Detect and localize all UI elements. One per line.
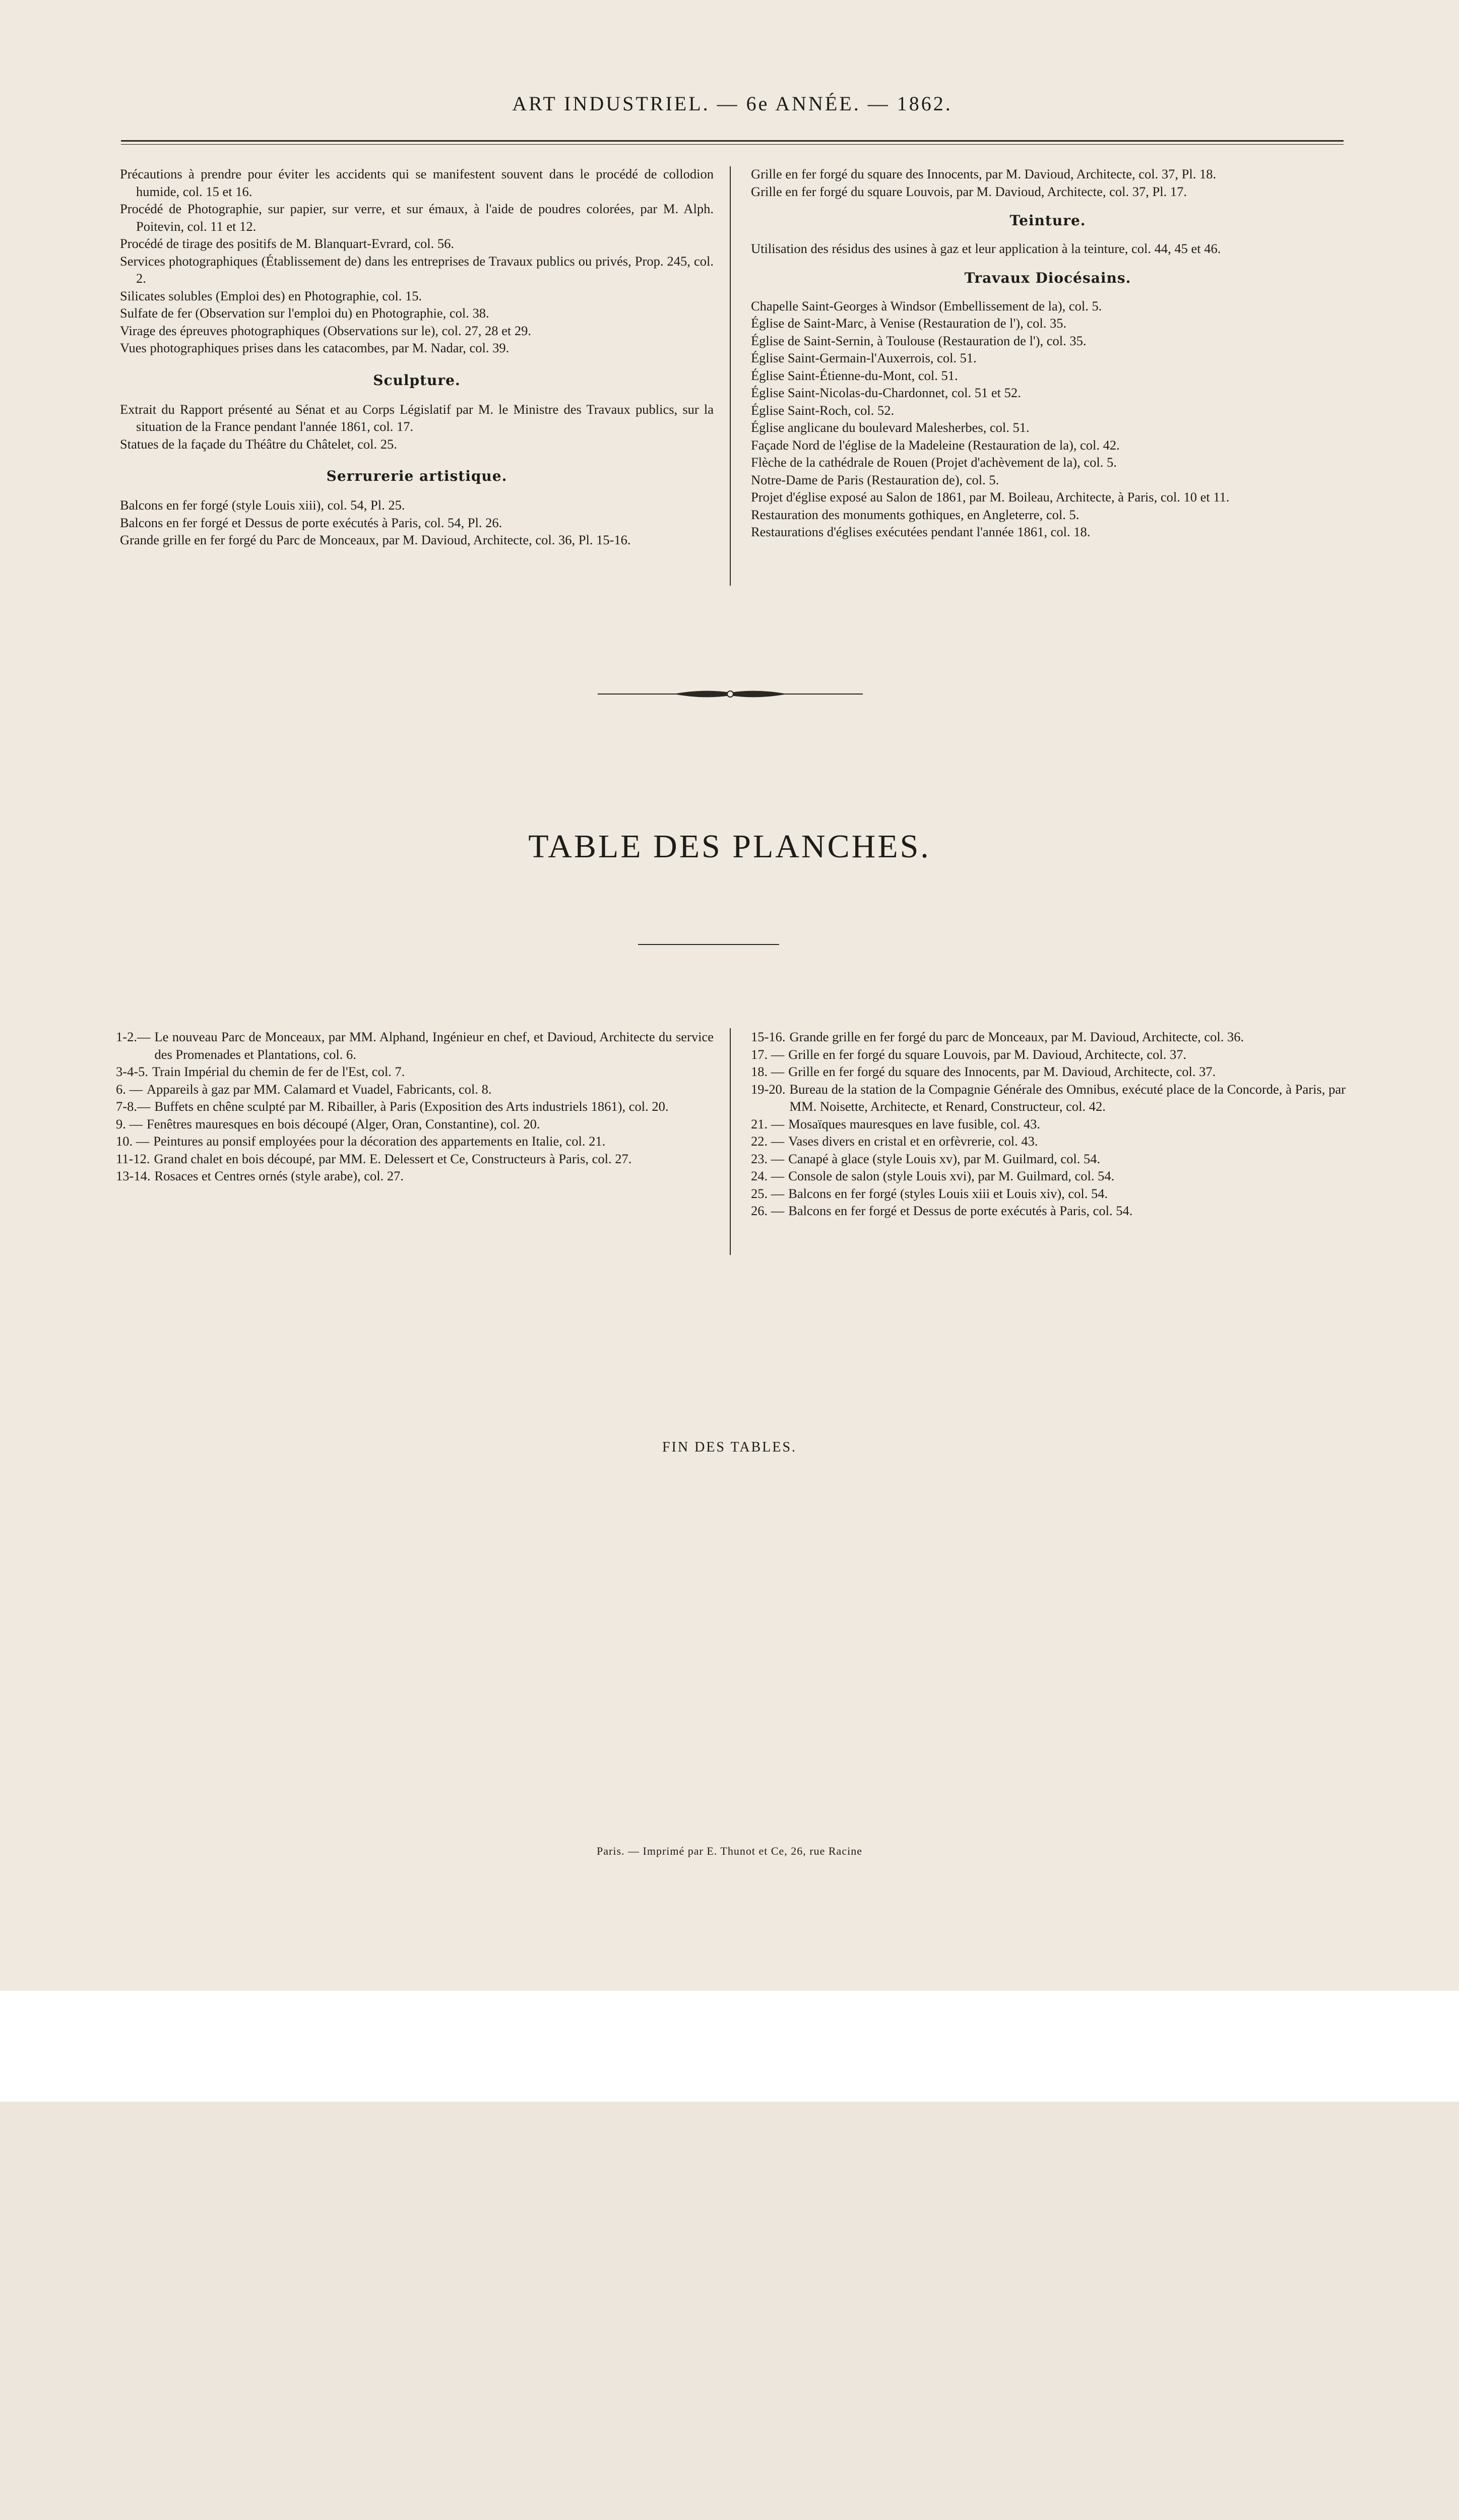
planche-entry bbox=[751, 1063, 1346, 1081]
planche-number: 15-16. bbox=[751, 1029, 786, 1044]
planche-description: Appareils à gaz par MM. Calamard et Vuadel, Fabricants, col. 8. bbox=[147, 1081, 492, 1097]
index-entry: Sulfate de fer (Observation sur l'emploi du) en Photographie, col. 38. bbox=[120, 305, 489, 321]
index-entry: Balcons en fer forgé et Dessus de porte exécutés à Paris, col. 54, Pl. 26. bbox=[120, 515, 502, 530]
index-entry: Vues photographiques prises dans les catacombes, par M. Nadar, col. 39. bbox=[120, 340, 510, 355]
planche-description: Peintures au ponsif employées pour la décoration des appartements en Italie, col. 21. bbox=[153, 1133, 606, 1149]
planche-description: Train Impérial du chemin de fer de l'Est, col. 7. bbox=[152, 1064, 405, 1079]
planche-entry bbox=[116, 1150, 714, 1168]
planche-number: 19-20. bbox=[751, 1081, 786, 1097]
planche-entry bbox=[751, 1132, 1346, 1150]
index-entry: Chapelle Saint-Georges à Windsor (Embellissement de la), col. 5. bbox=[751, 298, 1102, 313]
planche-description: Bureau de la station de la Compagnie Générale des Omnibus, exécuté place de la Concorde, à Paris, par MM. Noisette, Architecte, et Renard, Constructeur, col. 42. bbox=[789, 1081, 1346, 1114]
index-entry: Église Saint-Nicolas-du-Chardonnet, col. 51 et 52. bbox=[751, 385, 1021, 400]
index-column-right bbox=[751, 165, 1345, 541]
index-entry: Balcons en fer forgé (style Louis xiii), col. 54, Pl. 25. bbox=[120, 497, 405, 513]
header-rule-thin bbox=[121, 144, 1344, 145]
planche-description: Balcons en fer forgé (styles Louis xiii et Louis xiv), col. 54. bbox=[788, 1185, 1108, 1201]
index-entry: Église Saint-Roch, col. 52. bbox=[751, 402, 895, 418]
index-entry: Grille en fer forgé du square des Innocents, par M. Davioud, Architecte, col. 37, Pl. 18. bbox=[751, 166, 1217, 181]
section-heading: Teinture. bbox=[1009, 212, 1086, 229]
section-heading: Travaux Diocésains. bbox=[964, 269, 1131, 286]
planche-number: 1-2.— bbox=[116, 1029, 151, 1044]
planche-number: 3-4-5. bbox=[116, 1064, 149, 1079]
planche-entry bbox=[116, 1081, 714, 1098]
planche-entry bbox=[116, 1098, 714, 1115]
planche-number: 7-8.— bbox=[116, 1099, 151, 1114]
planche-description: Grand chalet en bois découpé, par MM. E. Delessert et Ce, Constructeurs à Paris, col. 27. bbox=[154, 1151, 632, 1166]
printer-imprint: Paris. — Imprimé par E. Thunot et Ce, 26, rue Racine bbox=[597, 1845, 862, 1857]
planche-entry bbox=[116, 1028, 714, 1063]
index-entry: Église de Saint-Marc, à Venise (Restauration de l'), col. 35. bbox=[751, 316, 1067, 331]
planche-description: Console de salon (style Louis xvi), par M. Guilmard, col. 54. bbox=[788, 1168, 1115, 1183]
index-entry: Précautions à prendre pour éviter les accidents qui se manifestent souvent dans le procédé de collodion humide, col. 15 et 16. bbox=[120, 166, 714, 199]
planche-description: Vases divers en cristal et en orfèvrerie, col. 43. bbox=[788, 1133, 1038, 1149]
planche-number: 9. — bbox=[116, 1116, 143, 1131]
planche-entry bbox=[116, 1115, 714, 1133]
index-entry: Grille en fer forgé du square Louvois, par M. Davioud, Architecte, col. 37, Pl. 17. bbox=[751, 183, 1187, 199]
ornamental-divider bbox=[598, 686, 863, 702]
planche-entry bbox=[751, 1028, 1346, 1046]
planche-description: Buffets en chêne sculpté par M. Ribailler, à Paris (Exposition des Arts industriels 1861), col. 20. bbox=[154, 1099, 669, 1114]
planche-entry bbox=[751, 1185, 1346, 1203]
planches-title: TABLE DES PLANCHES. bbox=[528, 828, 931, 865]
index-entry: Procédé de Photographie, sur papier, sur verre, et sur émaux, à l'aide de poudres colorées, par M. Alph. Poitevin, col. 11 et 12. bbox=[120, 201, 714, 234]
planches-list-right bbox=[751, 1028, 1346, 1220]
planche-entry bbox=[116, 1063, 714, 1081]
planche-description: Grille en fer forgé du square Louvois, par M. Davioud, Architecte, col. 37. bbox=[788, 1046, 1187, 1062]
planche-description: Rosaces et Centres ornés (style arabe), col. 27. bbox=[154, 1168, 404, 1183]
planche-entry bbox=[751, 1150, 1346, 1168]
running-header: ART INDUSTRIEL. — 6e ANNÉE. — 1862. bbox=[512, 92, 953, 115]
section-heading: Serrurerie artistique. bbox=[326, 468, 508, 484]
index-entry: Services photographiques (Établissement de) dans les entreprises de Travaux publics ou privés, Prop. 245, col. 2. bbox=[120, 253, 714, 286]
planche-description: Grande grille en fer forgé du parc de Monceaux, par M. Davioud, Architecte, col. 36. bbox=[789, 1029, 1244, 1044]
index-entry: Grande grille en fer forgé du Parc de Monceaux, par M. Davioud, Architecte, col. 36, Pl. 15-16. bbox=[120, 532, 631, 547]
planche-description: Fenêtres mauresques en bois découpé (Alger, Oran, Constantine), col. 20. bbox=[147, 1116, 540, 1131]
planche-entry bbox=[116, 1167, 714, 1185]
planche-number: 23. — bbox=[751, 1151, 785, 1166]
planche-number: 25. — bbox=[751, 1185, 785, 1201]
index-column-left bbox=[120, 165, 714, 549]
index-entry: Église de Saint-Sernin, à Toulouse (Restauration de l'), col. 35. bbox=[751, 333, 1087, 348]
planche-entry bbox=[751, 1081, 1346, 1115]
index-entry: Notre-Dame de Paris (Restauration de), col. 5. bbox=[751, 472, 999, 487]
index-entry: Silicates solubles (Emploi des) en Photographie, col. 15. bbox=[120, 288, 422, 303]
planche-description: Mosaïques mauresques en lave fusible, col. 43. bbox=[788, 1116, 1040, 1131]
planche-number: 13-14. bbox=[116, 1168, 151, 1183]
index-entry: Restauration des monuments gothiques, en Angleterre, col. 5. bbox=[751, 507, 1080, 522]
index-entry: Extrait du Rapport présenté au Sénat et au Corps Législatif par M. le Ministre des Travaux publics, sur la situation de la France pendant l'année 1861, col. 17. bbox=[120, 401, 714, 434]
planche-entry bbox=[116, 1132, 714, 1150]
planches-column-divider bbox=[730, 1028, 731, 1255]
planche-description: Canapé à glace (style Louis xv), par M. Guilmard, col. 54. bbox=[788, 1151, 1101, 1166]
planche-entry bbox=[751, 1115, 1346, 1133]
index-entry: Restaurations d'églises exécutées pendant l'année 1861, col. 18. bbox=[751, 524, 1091, 539]
index-entry: Église Saint-Étienne-du-Mont, col. 51. bbox=[751, 367, 958, 383]
index-entry: Flèche de la cathédrale de Rouen (Projet d'achèvement de la), col. 5. bbox=[751, 455, 1117, 470]
index-entry: Façade Nord de l'église de la Madeleine (Restauration de la), col. 42. bbox=[751, 437, 1120, 453]
planche-number: 22. — bbox=[751, 1133, 785, 1149]
planche-description: Grille en fer forgé du square des Innocents, par M. Davioud, Architecte, col. 37. bbox=[788, 1064, 1216, 1079]
index-entry: Statues de la façade du Théâtre du Châtelet, col. 25. bbox=[120, 436, 397, 452]
digitization-footer bbox=[0, 1991, 1459, 2102]
index-entry: Procédé de tirage des positifs de M. Blanquart-Evrard, col. 56. bbox=[120, 236, 455, 251]
index-entry: Église anglicane du boulevard Malesherbes, col. 51. bbox=[751, 420, 1030, 435]
planche-number: 10. — bbox=[116, 1133, 150, 1149]
planche-number: 24. — bbox=[751, 1168, 785, 1183]
header-rule-thick bbox=[121, 140, 1344, 142]
planche-number: 18. — bbox=[751, 1064, 785, 1079]
planche-entry bbox=[751, 1046, 1346, 1063]
title-rule bbox=[638, 944, 779, 945]
planche-description: Le nouveau Parc de Monceaux, par MM. Alphand, Ingénieur en chef, et Davioud, Architecte du service des Promenades et Plantations, col. 6. bbox=[154, 1029, 714, 1062]
index-entry: Utilisation des résidus des usines à gaz et leur application à la teinture, col. 44, 45 et 46. bbox=[751, 241, 1221, 256]
planche-number: 26. — bbox=[751, 1203, 785, 1218]
planche-number: 6. — bbox=[116, 1081, 143, 1097]
planche-description: Balcons en fer forgé et Dessus de porte exécutés à Paris, col. 54. bbox=[788, 1203, 1133, 1218]
column-divider bbox=[730, 166, 731, 586]
index-entry: Projet d'église exposé au Salon de 1861, par M. Boileau, Architecte, à Paris, col. 10 et 11. bbox=[751, 489, 1230, 505]
planche-number: 17. — bbox=[751, 1046, 785, 1062]
end-of-tables: FIN DES TABLES. bbox=[662, 1439, 797, 1455]
planche-entry bbox=[751, 1202, 1346, 1220]
section-heading: Sculpture. bbox=[373, 371, 461, 389]
index-entry: Église Saint-Germain-l'Auxerrois, col. 51. bbox=[751, 350, 977, 365]
planche-number: 11-12. bbox=[116, 1151, 150, 1166]
index-entry: Virage des épreuves photographiques (Observations sur le), col. 27, 28 et 29. bbox=[120, 323, 532, 338]
planche-number: 21. — bbox=[751, 1116, 785, 1131]
planches-list-left bbox=[116, 1028, 714, 1185]
planche-entry bbox=[751, 1167, 1346, 1185]
